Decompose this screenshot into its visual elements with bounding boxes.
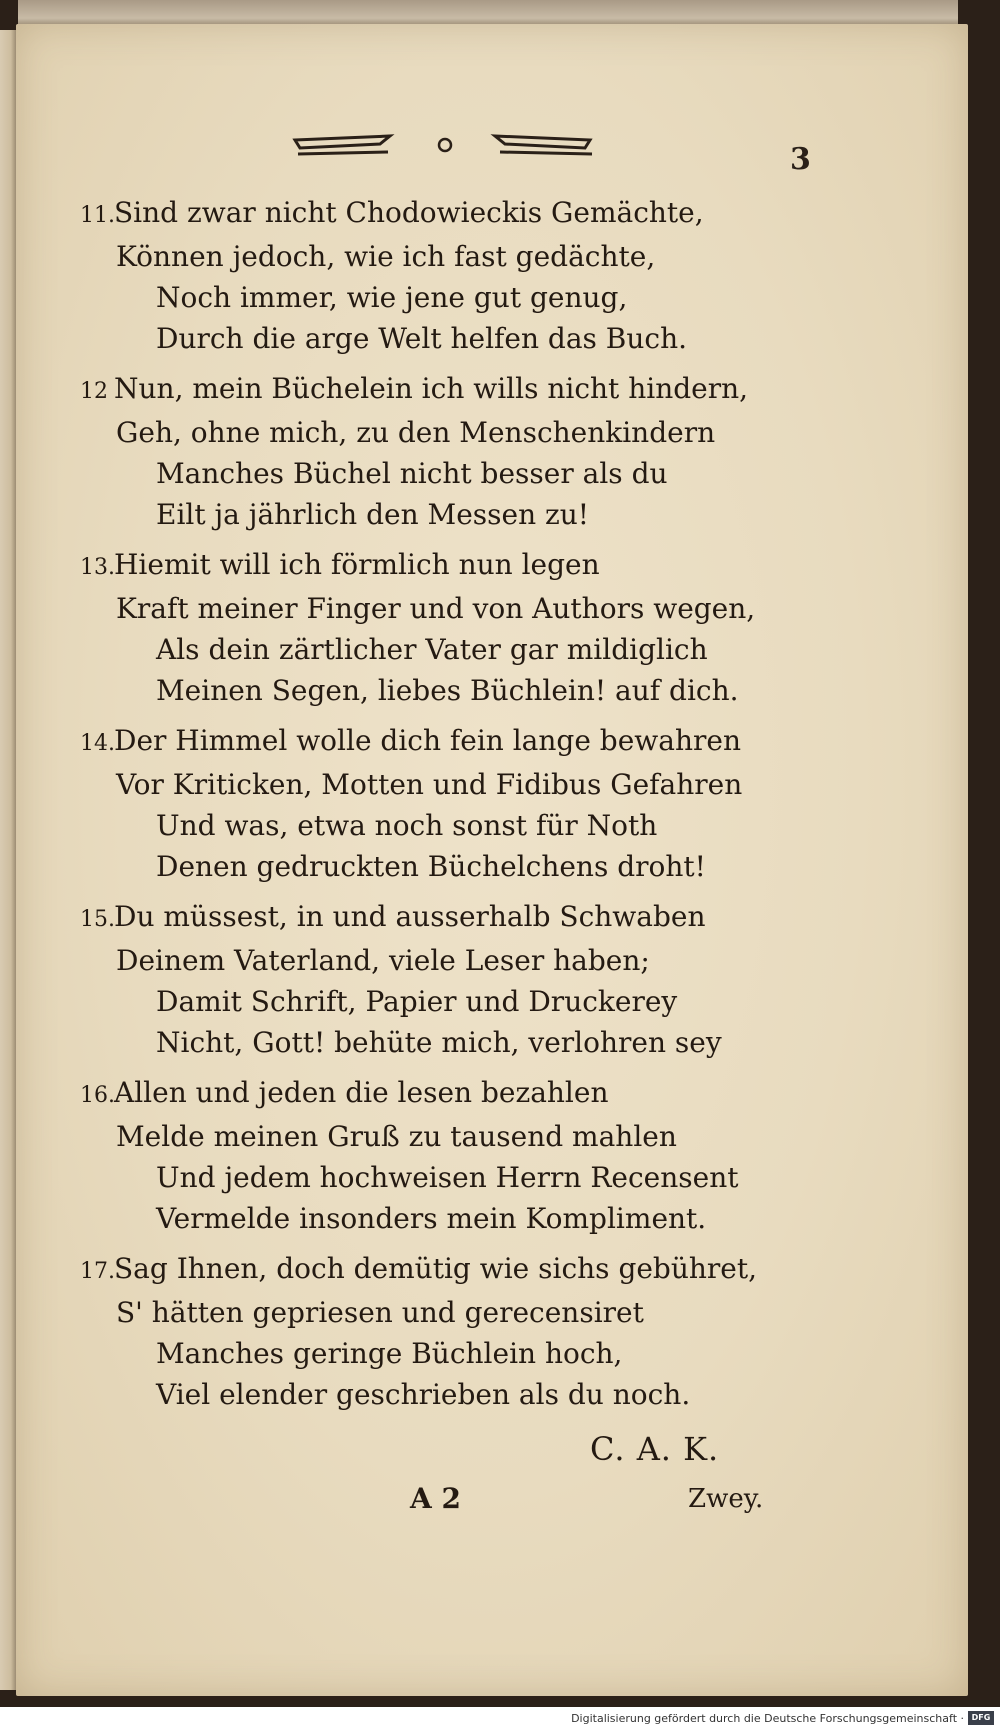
stanza-line: Geh, ohne mich, zu den Menschenkindern xyxy=(116,416,716,449)
stanza-number: 13. xyxy=(80,555,115,580)
stanza-line-text: Der Himmel wolle dich fein lange bewahren xyxy=(114,724,741,757)
stanza-line-text: Nun, mein Büchelein ich wills nicht hindern, xyxy=(114,372,749,405)
book-top-edge xyxy=(18,0,958,26)
stanza-line: Als dein zärtlicher Vater gar mildiglich xyxy=(156,633,708,666)
stanza-line: Vor Kriticken, Motten und Fidibus Gefahren xyxy=(116,768,743,801)
stanza-line xyxy=(80,896,800,940)
stanza-line-text: Sind zwar nicht Chodowieckis Gemächte, xyxy=(114,196,704,229)
stanza-line-text: Allen und jeden die lesen bezahlen xyxy=(114,1076,609,1109)
page-number: 3 xyxy=(790,142,811,177)
stanza-16 xyxy=(80,1072,800,1239)
stanza-number: 16. xyxy=(80,1083,115,1108)
stanza-line: Viel elender geschrieben als du noch. xyxy=(156,1378,691,1411)
author-signature: C. A. K. xyxy=(590,1430,720,1468)
stanza-13 xyxy=(80,544,800,711)
stanza-line: S' hätten gepriesen und gerecensiret xyxy=(116,1296,644,1329)
stanza-line: Manches Büchel nicht besser als du xyxy=(156,457,668,490)
stanza-line: Können jedoch, wie ich fast gedächte, xyxy=(116,240,656,273)
stanza-number: 17. xyxy=(80,1259,115,1284)
stanza-line: Melde meinen Gruß zu tausend mahlen xyxy=(116,1120,677,1153)
stanza-line-text: Du müssest, in und ausserhalb Schwaben xyxy=(114,900,706,933)
stanza-line: Und jedem hochweisen Herrn Recensent xyxy=(156,1161,739,1194)
stanza-15 xyxy=(80,896,800,1063)
header-ornament xyxy=(290,128,600,164)
stanza-line xyxy=(80,192,800,236)
footer-credit: Digitalisierung gefördert durch die Deutsche Forschungsgemeinschaft · xyxy=(571,1712,964,1725)
stanza-line xyxy=(80,544,800,588)
stanza-line: Nicht, Gott! behüte mich, verlohren sey xyxy=(156,1026,722,1059)
stanza-number: 11. xyxy=(80,203,115,228)
stanza-11 xyxy=(80,192,800,359)
stanza-line: Manches geringe Büchlein hoch, xyxy=(156,1337,623,1370)
stanza-line: Eilt ja jährlich den Messen zu! xyxy=(156,498,590,531)
stanza-number: 15. xyxy=(80,907,115,932)
stanza-14 xyxy=(80,720,800,887)
dfg-logo-icon: DFG xyxy=(968,1711,994,1725)
stanza-line: Meinen Segen, liebes Büchlein! auf dich. xyxy=(156,674,739,707)
stanza-line xyxy=(80,1248,800,1292)
stanza-12 xyxy=(80,368,800,535)
stanza-number: 12 xyxy=(80,379,108,404)
stanza-line: Kraft meiner Finger und von Authors wegen, xyxy=(116,592,756,625)
stanza-line: Damit Schrift, Papier und Druckerey xyxy=(156,985,678,1018)
stanza-number: 14. xyxy=(80,731,115,756)
stanza-line-text: Hiemit will ich förmlich nun legen xyxy=(114,548,600,581)
catchword: Zwey. xyxy=(688,1484,764,1514)
stanza-line: Vermelde insonders mein Kompliment. xyxy=(156,1202,707,1235)
stanza-line: Durch die arge Welt helfen das Buch. xyxy=(156,322,688,355)
stanza-line xyxy=(80,720,800,764)
stanza-line xyxy=(80,1072,800,1116)
stanza-line-text: Sag Ihnen, doch demütig wie sichs gebühret, xyxy=(114,1252,758,1285)
poem-stanzas xyxy=(80,192,800,1424)
stanza-line: Noch immer, wie jene gut genug, xyxy=(156,281,628,314)
printer-signature-mark: A 2 xyxy=(410,1482,461,1515)
digitization-footer xyxy=(0,1707,1000,1731)
ornament-circle xyxy=(439,139,451,151)
stanza-line: Denen gedruckten Büchelchens droht! xyxy=(156,850,706,883)
stanza-line: Deinem Vaterland, viele Leser haben; xyxy=(116,944,650,977)
stanza-line: Und was, etwa noch sonst für Noth xyxy=(156,809,658,842)
stanza-line xyxy=(80,368,800,412)
stanza-17 xyxy=(80,1248,800,1415)
